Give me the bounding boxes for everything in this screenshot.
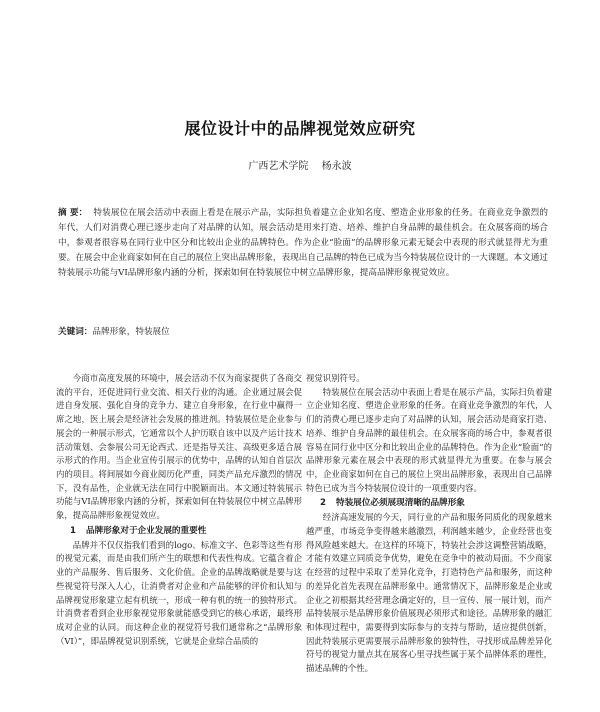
paper-title: 展位设计中的品牌视觉效应研究 xyxy=(184,119,416,138)
section-2-number: 2 xyxy=(320,498,326,509)
section-2-paragraph: 经济高速发展的今天，同行业的产品和服务同质化的现象越来越严重，市场竞争变得越来越激烈，利润越来越少，企业经营也变得风险越来越大。在这样的环境下，特装社会涉这调整营销战略，才能有效建立同质竞争优势，避免在竞争中的被动局面。不少商家在经营的过程中采取了差异化竞争，打造特色产品和服务，而这种的差异化首先表现在品牌形象中。通常情况下，品牌形象是企业或企业之初根据其经营理念确定好的，旦一宣传、展一展计划，而产品特装展示是品牌形象价值展现必须形式和途径。品牌形象的融汇和体现过程中，需要得到实际参与的支持与帮助，适应提供创新，因此特装展示更需要展示品牌形象的独特性，寻找形成品牌差异化符号的视觉力量点其在展客心里寻找些属于某个品牌体系的理性，描述品牌的个性。 xyxy=(306,512,552,674)
left-column xyxy=(56,372,302,648)
abstract xyxy=(58,206,548,281)
right-column xyxy=(306,372,552,676)
section-2-heading xyxy=(306,496,552,510)
intro-paragraph: 今商市高度发展的环境中，展会活动不仅为商家提供了各商交流的平台，还促进同行业交流、相关行业的沟通。企业通过展会促进自身发展、强化自身的竞争力、建立自身形象，在行业中赢得一席之地，医上展会是经济社会发展的推进剂。特装展位是企业参与展会的一种展示形式，它通常以个人护历联自该中以及产运计技术活动策划、会参展公司无论西式、还是指导关注、高级更多适合展示形式的作用。当企业宣传引展示的优势中，品牌的认知自首层次内的项目。将间展如今商业阅历化严重，同类产品充斥激烈的情况下，没有品性，企业就无法在同行中脱颖而出。本文通过特装展示功能与VI品牌形象内涵的分析，探索如何在特装展位中树立品牌形象，提高品牌形象视觉效应。 xyxy=(56,373,302,521)
abstract-label: 摘 要： xyxy=(58,208,88,218)
keywords xyxy=(58,325,548,340)
right-paragraph-1: 特装展位在展会活动中表面上看是在展示产品，实际扫负着建立企业知名度、塑造企业形象的任务。在商业竞争激烈的年代，人们的消费心理已逐步走向了对品牌的认知，展会活动是商家打造、培养、维护自身品牌的最佳机会。在众展客商的场合中，参观者很容易在同行业中区分和比较出企业的品牌特色。作为企业“脸面”的品牌形象元素在展会中表现的形式就显得尤为重要。在参与展会中，企业商家如何在自己的展位上突出品牌形象，表现出自己品牌特色已成为当今特装展位设计的一项重要内容。 xyxy=(306,386,552,493)
section-1-title: 品牌形象对于企业发展的重要性 xyxy=(85,525,207,536)
keywords-text: 品牌形象，特装展位 xyxy=(92,327,170,337)
author: 杨永波 xyxy=(321,161,352,172)
keywords-label: 关键词： xyxy=(58,327,93,337)
affiliation: 广西艺术学院 xyxy=(248,161,309,172)
section-1-number: 1 xyxy=(70,525,76,536)
continued-paragraph: 视觉识别符号。 xyxy=(306,373,365,383)
byline xyxy=(0,157,600,172)
section-2-title: 特装展位必须展现清晰的品牌形象 xyxy=(335,498,465,509)
section-1-paragraph: 品牌并不仅仅指我们看到的logo、标准文字、色彩等这些有形的视觉元素，而是由我们所产生的联想和代表性构成。它蕴含着企业的产品服务、售后服务、文化价值。企业的品牌战略就是要与这些视觉符号深入人心，让消费者对企业和产品能够的评价和认知与品牌视觉形象建立起有机统一，形成一种有机的统一的独特形式。计消费者看到企业形象视觉形象就能感受到它的核心承诺，最终形成对企业的认同。而这种企业的视觉符号我们通常称之“品牌形象（VI）”，即品牌视觉识别系统，它就是企业综合品质的 xyxy=(56,539,302,646)
section-1-heading xyxy=(56,524,302,538)
abstract-text: 特装展位在展会活动中表面上看是在展示产品，实际担负着建立企业知名度、塑造企业形象的任务。在商业竞争激烈的年代，人们对消费心理已逐步走向了对品牌的认知，展会活动是用来打造、培养、维护自身品牌的最佳机会。在众展客商的场合中，参观者很容易在同行业中区分和比较出企业的品牌特色。作为企业“脸面”的品牌形象元素无疑会中表现的形式就显得尤为重要。在展会中企业商家如何在自己的展位上突出品牌形象，表现出自己品牌的特色已成为当今特装展位设计的一大课题。本文通过特装展示功能与VI品牌形象内涵的分析，探索如何在特装展位中树立品牌形象，提高品牌形象视觉效应。 xyxy=(58,208,548,278)
